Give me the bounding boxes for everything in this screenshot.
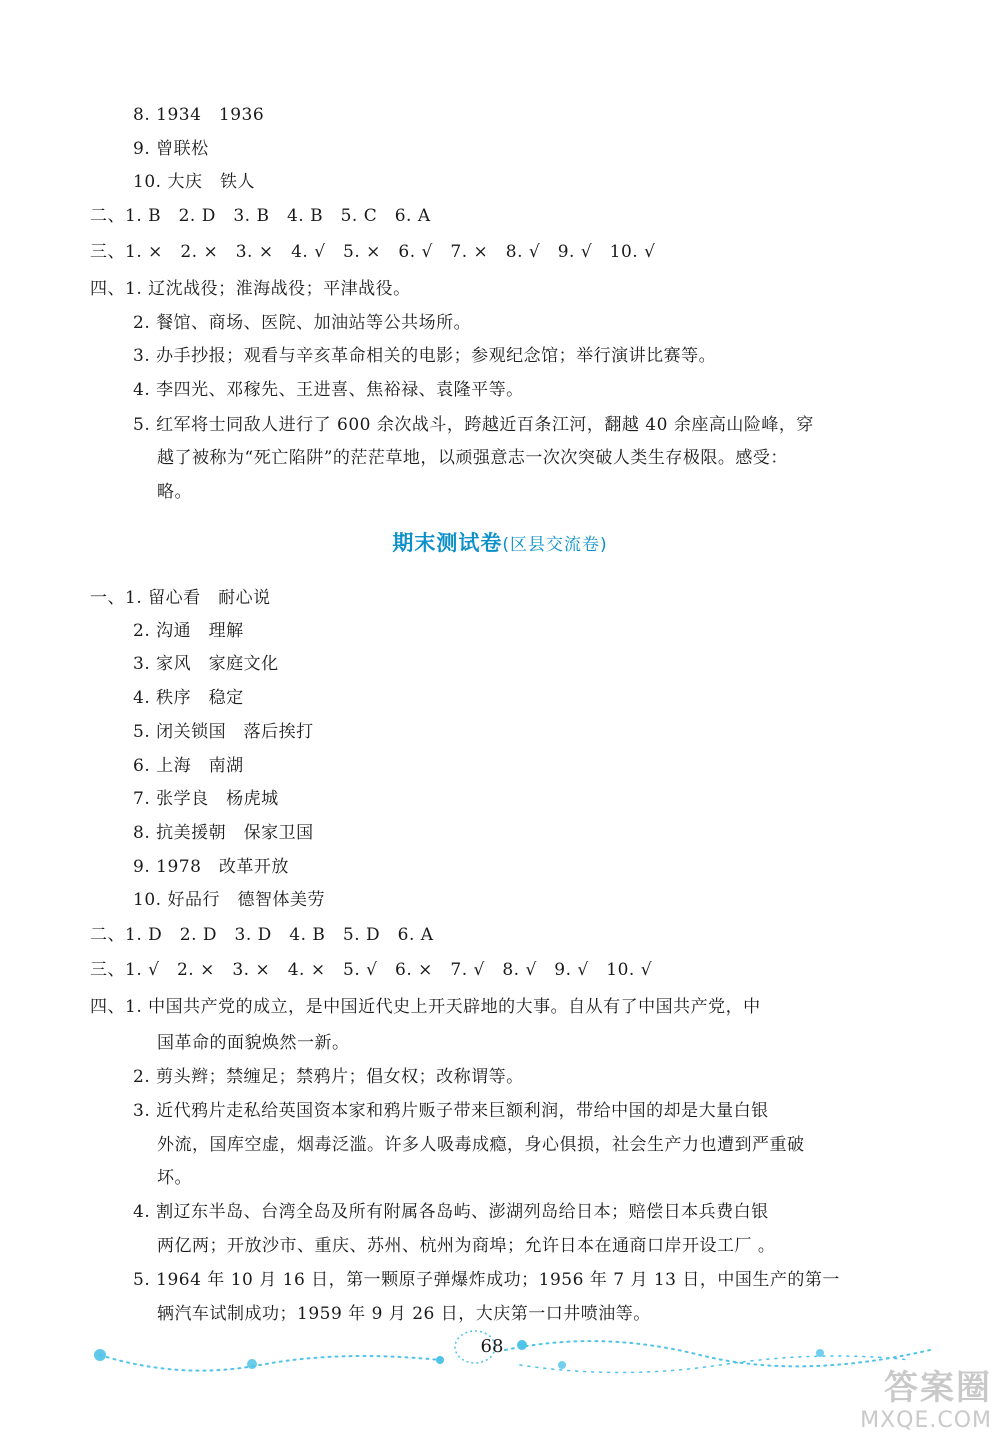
- page-number: 68: [480, 1336, 504, 1357]
- section-title-subtitle: (区县交流卷): [502, 535, 608, 555]
- answer-line: 二、1. B 2. D 3. B 4. B 5. C 6. A: [90, 206, 431, 226]
- answer-line: 10. 大庆 铁人: [133, 172, 255, 192]
- answer-line: 3. 办手抄报；观看与辛亥革命相关的电影；参观纪念馆；举行演讲比赛等。: [133, 346, 717, 366]
- answer-line: 4. 割辽东半岛、台湾全岛及所有附属各岛屿、澎湖列岛给日本；赔偿日本兵费白银: [133, 1202, 769, 1222]
- answer-line: 2. 剪头辫；禁缠足；禁鸦片；倡女权；改称谓等。: [133, 1067, 524, 1087]
- answer-line: 5. 1964 年 10 月 16 日，第一颗原子弹爆炸成功；1956 年 7 月 13 日，中国生产的第一: [133, 1270, 840, 1290]
- answer-line: 越了被称为“死亡陷阱”的茫茫草地，以顽强意志一次次突破人类生存极限。感受：: [157, 448, 788, 468]
- answer-line: 一、1. 留心看 耐心说: [90, 588, 271, 608]
- answer-line: 2. 沟通 理解: [133, 621, 244, 641]
- answer-line: 2. 餐馆、商场、医院、加油站等公共场所。: [133, 313, 472, 333]
- answer-line: 4. 秩序 稳定: [133, 688, 244, 708]
- answer-line: 两亿两；开放沙市、重庆、苏州、杭州为商埠；允许日本在通商口岸开设工厂 。: [157, 1236, 776, 1256]
- answer-line: 9. 曾联松: [133, 139, 209, 159]
- answer-line: 5. 闭关锁国 落后挨打: [133, 722, 314, 742]
- answer-line: 坏。: [157, 1168, 192, 1188]
- answer-line: 国革命的面貌焕然一新。: [157, 1033, 350, 1053]
- answer-line: 8. 抗美援朝 保家卫国: [133, 823, 314, 843]
- watermark-site: MXQE.COM: [860, 1408, 992, 1433]
- answer-line: 6. 上海 南湖: [133, 756, 244, 776]
- answer-line: 二、1. D 2. D 3. D 4. B 5. D 6. A: [90, 925, 434, 945]
- answer-line: 5. 红军将士同敌人进行了 600 余次战斗，跨越近百条江河，翻越 40 余座高山险峰，穿: [133, 415, 814, 435]
- answer-line: 7. 张学良 杨虎城: [133, 789, 279, 809]
- answer-line: 8. 1934 1936: [133, 105, 265, 125]
- answer-line: 9. 1978 改革开放: [133, 857, 289, 877]
- section-title: [0, 527, 1000, 557]
- section-title-main: 期末测试卷: [392, 531, 503, 555]
- answer-line: 3. 家风 家庭文化: [133, 654, 279, 674]
- answer-line: 四、1. 辽沈战役；淮海战役；平津战役。: [90, 279, 411, 299]
- answer-line: 辆汽车试制成功；1959 年 9 月 26 日，大庆第一口井喷油等。: [157, 1304, 651, 1324]
- answer-line: 4. 李四光、邓稼先、王进喜、焦裕禄、袁隆平等。: [133, 380, 524, 400]
- answer-line: 三、1. √ 2. × 3. × 4. × 5. √ 6. × 7. √ 8. √ 9. √ 10. √: [90, 960, 653, 980]
- answer-line: 略。: [157, 482, 192, 502]
- watermark: [860, 1368, 992, 1434]
- answer-line: 10. 好品行 德智体美劳: [133, 890, 325, 910]
- watermark-logo: 答案圈: [884, 1368, 992, 1408]
- answer-line: 四、1. 中国共产党的成立，是中国近代史上开天辟地的大事。自从有了中国共产党，中: [90, 997, 761, 1017]
- answer-line: 外流，国库空虚，烟毒泛滥。许多人吸毒成瘾，身心俱损，社会生产力也遭到严重破: [157, 1135, 805, 1155]
- answer-line: 3. 近代鸦片走私给英国资本家和鸦片贩子带来巨额利润，带给中国的却是大量白银: [133, 1101, 769, 1121]
- answer-line: 三、1. × 2. × 3. × 4. √ 5. × 6. √ 7. × 8. √ 9. √ 10. √: [90, 242, 656, 262]
